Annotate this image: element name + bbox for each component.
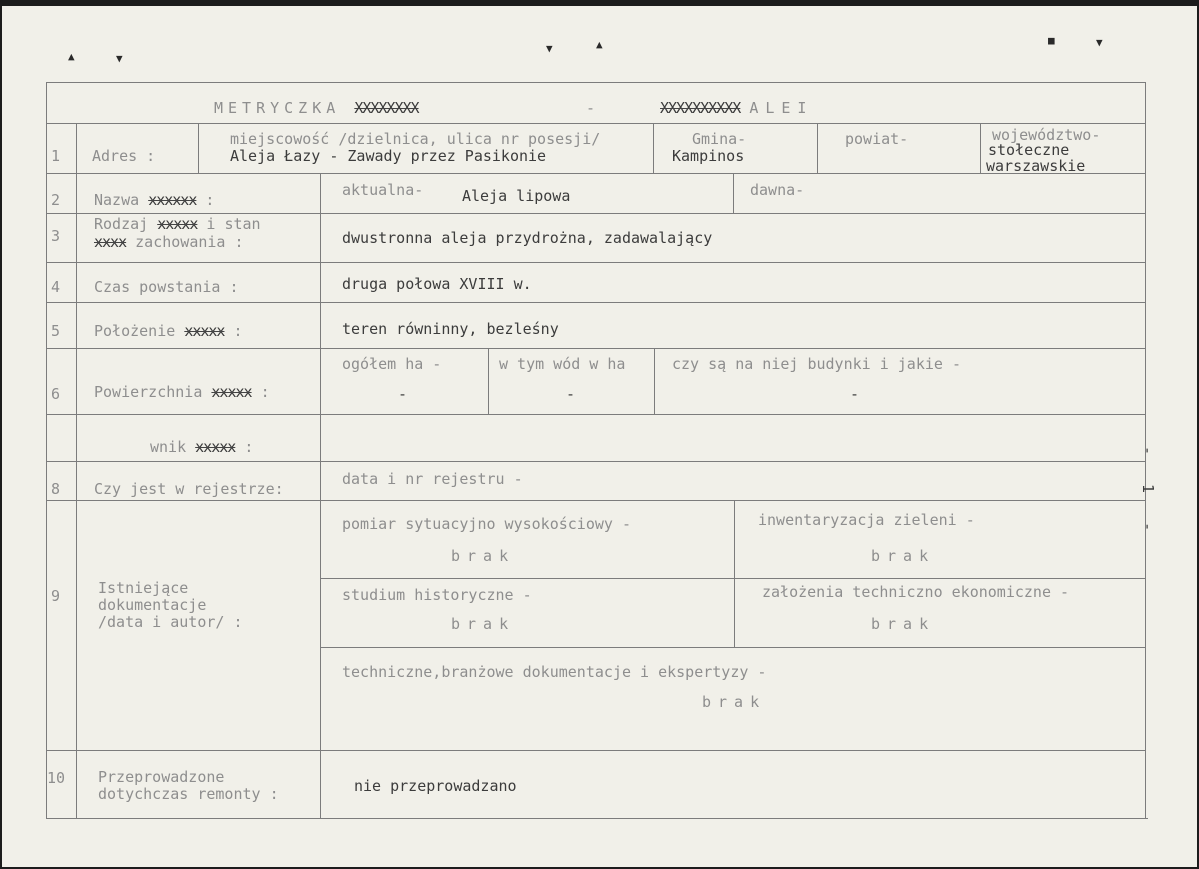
row-number: 10 bbox=[47, 769, 66, 787]
form-title bbox=[214, 100, 419, 116]
type-value: dwustronna aleja przydrożna, zadawalający bbox=[342, 229, 713, 247]
label-text: Położenie bbox=[94, 322, 176, 340]
water-area-header: w tym wód w ha bbox=[499, 355, 626, 373]
survey-header: pomiar sytuacyjno wysokościowy - bbox=[342, 515, 631, 533]
frame-left bbox=[46, 82, 47, 819]
crossed-out-word: xxxxx bbox=[157, 215, 198, 233]
gmina-value: Kampinos bbox=[672, 147, 745, 165]
address-divider bbox=[980, 123, 981, 173]
label-text: Powierzchnia bbox=[94, 383, 203, 401]
water-area-value: - bbox=[566, 385, 576, 403]
scan-speck: ▼ bbox=[1096, 36, 1103, 49]
row-divider bbox=[320, 578, 1146, 579]
crossed-out-word: xxxxx bbox=[184, 322, 225, 340]
row-number: 6 bbox=[51, 385, 61, 403]
scan-speck: ■ bbox=[1048, 34, 1055, 47]
gmina-header: Gmina- bbox=[692, 130, 747, 148]
row-divider bbox=[320, 647, 1146, 648]
technical-value: brak bbox=[702, 693, 767, 711]
number-column-divider bbox=[76, 123, 77, 819]
label-column-divider bbox=[320, 173, 321, 819]
assumptions-header: założenia techniczno ekonomiczne - bbox=[762, 583, 1070, 601]
crossed-out-word: xxxxxx bbox=[148, 191, 197, 209]
row-number: 3 bbox=[51, 227, 61, 245]
scan-speck: ▼ bbox=[116, 52, 123, 65]
area-label bbox=[94, 384, 270, 400]
label-colon: : bbox=[244, 438, 254, 456]
type-label-line2 bbox=[94, 234, 244, 250]
row-divider bbox=[46, 173, 1146, 174]
title-crossed-out: XXXXXXXX bbox=[354, 99, 419, 117]
label-text: Nazwa bbox=[94, 191, 140, 209]
area-divider bbox=[488, 348, 489, 414]
address-divider bbox=[817, 123, 818, 173]
assumptions-value: brak bbox=[871, 615, 936, 633]
name-divider bbox=[733, 173, 734, 213]
title-text: ALEI bbox=[749, 99, 814, 117]
row-divider bbox=[46, 123, 1146, 124]
label-text: zachowania : bbox=[135, 233, 244, 251]
repairs-label: Przeprowadzone bbox=[98, 768, 225, 786]
label-colon: : bbox=[260, 383, 270, 401]
registry-value: data i nr rejestru - bbox=[342, 470, 523, 488]
inventory-header: inwentaryzacja zieleni - bbox=[758, 511, 975, 529]
documentation-divider bbox=[734, 500, 735, 647]
address-label: Adres : bbox=[92, 147, 156, 165]
form-title-end bbox=[660, 100, 813, 116]
row-divider bbox=[46, 500, 1146, 501]
row-divider bbox=[46, 262, 1146, 263]
powiat-header: powiat- bbox=[845, 130, 909, 148]
former-name-header: dawna- bbox=[750, 181, 805, 199]
label-text: i stan bbox=[206, 215, 261, 233]
owner-label bbox=[150, 439, 253, 455]
documentation-label: dokumentacje bbox=[98, 596, 207, 614]
row-divider bbox=[46, 302, 1146, 303]
technical-header: techniczne,branżowe dokumentacje i ekspertyzy - bbox=[342, 663, 767, 681]
wojewodztwo-value: stołeczne bbox=[988, 141, 1070, 159]
scan-speck: ▲ bbox=[596, 38, 603, 51]
area-divider bbox=[654, 348, 655, 414]
location-value: teren równinny, bezleśny bbox=[342, 320, 559, 338]
label-text: wnik bbox=[150, 438, 187, 456]
label-colon: : bbox=[233, 322, 243, 340]
title-text: METRYCZKA bbox=[214, 99, 341, 117]
title-dash: - bbox=[586, 99, 596, 117]
scan-speck: ▼ bbox=[546, 42, 553, 55]
address-divider bbox=[198, 123, 199, 173]
documentation-label: Istniejące bbox=[98, 579, 189, 597]
row-number: 5 bbox=[51, 322, 61, 340]
row-divider bbox=[46, 461, 1146, 462]
form-page bbox=[2, 6, 1197, 867]
row-number: 2 bbox=[51, 191, 61, 209]
locality-value: Aleja Łazy - Zawady przez Pasikonie bbox=[230, 147, 547, 165]
location-label bbox=[94, 323, 243, 339]
documentation-label: /data i autor/ : bbox=[98, 613, 243, 631]
history-header: studium historyczne - bbox=[342, 586, 532, 604]
registry-label: Czy jest w rejestrze: bbox=[94, 480, 284, 498]
row-number: 8 bbox=[51, 480, 61, 498]
type-label bbox=[94, 216, 261, 232]
frame-top bbox=[46, 82, 1146, 83]
repairs-label: dotychczas remonty : bbox=[98, 785, 279, 803]
crossed-out-word: xxxxx bbox=[195, 438, 236, 456]
buildings-value: - bbox=[850, 385, 860, 403]
row-divider bbox=[46, 348, 1146, 349]
title-crossed-out: XXXXXXXXXX bbox=[660, 99, 741, 117]
locality-header: miejscowość /dzielnica, ulica nr posesji/ bbox=[230, 130, 601, 148]
total-area-value: - bbox=[398, 385, 408, 403]
scan-speck: ▲ bbox=[68, 50, 75, 63]
row-divider bbox=[46, 750, 1146, 751]
row-number: 4 bbox=[51, 278, 61, 296]
wojewodztwo-value: warszawskie bbox=[986, 157, 1086, 175]
origin-value: druga połowa XVIII w. bbox=[342, 275, 532, 293]
label-colon: : bbox=[205, 191, 215, 209]
current-name-value: Aleja lipowa bbox=[462, 187, 571, 205]
inventory-value: brak bbox=[871, 547, 936, 565]
row-number: 9 bbox=[51, 587, 61, 605]
origin-label: Czas powstania : bbox=[94, 278, 239, 296]
repairs-value: nie przeprowadzano bbox=[354, 777, 517, 795]
survey-value: brak bbox=[451, 547, 516, 565]
address-divider bbox=[653, 123, 654, 173]
crossed-out-word: xxxxx bbox=[211, 383, 252, 401]
wojewodztwo-header: województwo- bbox=[992, 126, 1101, 144]
history-value: brak bbox=[451, 615, 516, 633]
row-divider bbox=[46, 414, 1146, 415]
total-area-header: ogółem ha - bbox=[342, 355, 442, 373]
side-page-number: - 1 - bbox=[1139, 446, 1157, 542]
crossed-out-word: xxxx bbox=[94, 233, 127, 251]
current-name-header: aktualna- bbox=[342, 181, 424, 199]
frame-bottom bbox=[46, 818, 1148, 819]
name-label bbox=[94, 192, 214, 208]
buildings-header: czy są na niej budynki i jakie - bbox=[672, 355, 961, 373]
row-divider bbox=[46, 213, 1146, 214]
label-text: Rodzaj bbox=[94, 215, 149, 233]
row-number: 1 bbox=[51, 147, 61, 165]
